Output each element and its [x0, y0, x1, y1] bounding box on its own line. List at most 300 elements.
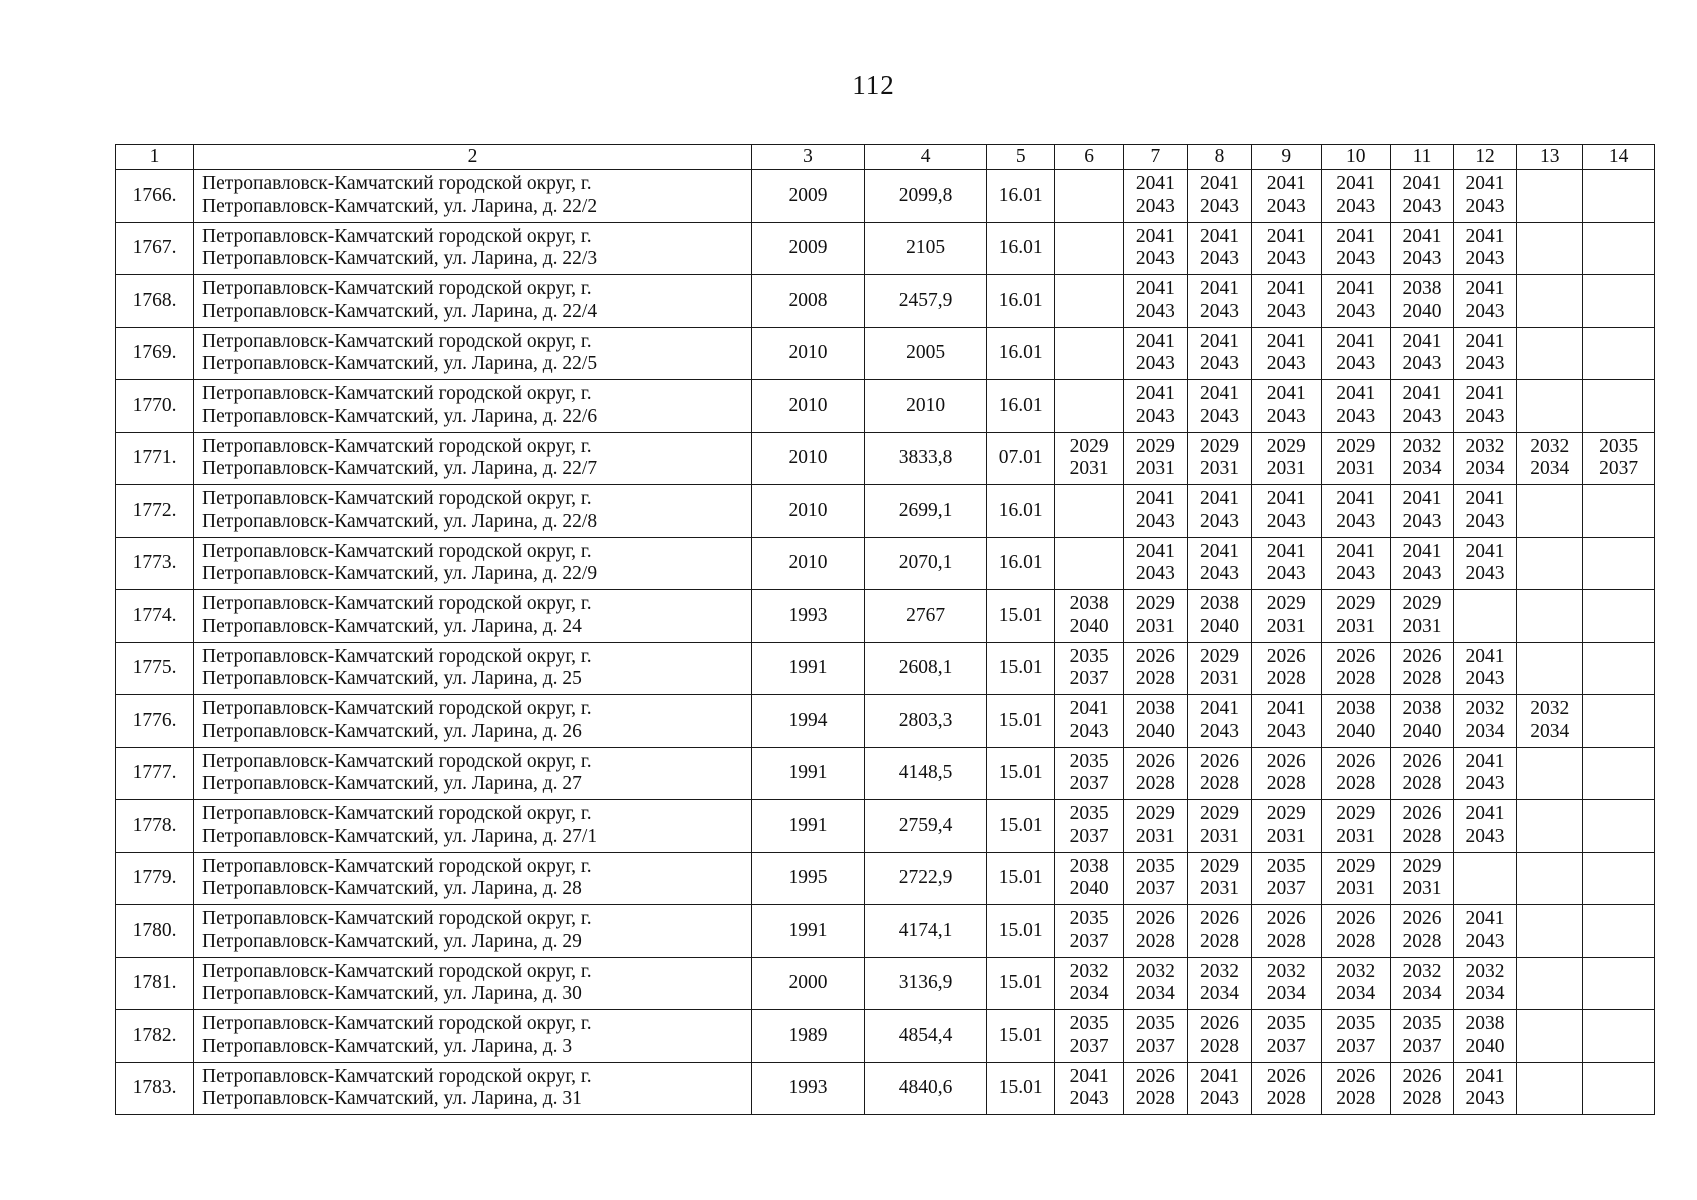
- period-year: 2026: [1402, 1065, 1442, 1087]
- column-header: 7: [1123, 145, 1187, 170]
- period-year: 2037: [1135, 878, 1175, 900]
- year-built-cell: 2010: [751, 380, 864, 433]
- period-year: 2041: [1336, 383, 1376, 405]
- period-year: 2043: [1402, 353, 1442, 375]
- period-cell: [1583, 695, 1655, 748]
- period-year: 2028: [1266, 930, 1306, 952]
- period-year: 2026: [1402, 750, 1442, 772]
- period-year: 2043: [1465, 405, 1505, 427]
- period-cell: [1583, 327, 1655, 380]
- address-line: Петропавловск-Камчатский, ул. Ларина, д. 22/9: [202, 563, 598, 585]
- period-cell: [1517, 327, 1583, 380]
- period-year: 2029: [1199, 855, 1239, 877]
- table-row: [116, 1010, 1655, 1063]
- period-year: 2035: [1402, 1013, 1442, 1035]
- row-number: 1773.: [116, 537, 194, 590]
- address-cell: [194, 852, 752, 905]
- period-year: 2026: [1199, 750, 1239, 772]
- period-year: 2035: [1069, 1013, 1109, 1035]
- period-year: 2029: [1199, 645, 1239, 667]
- period-cell: [1321, 852, 1390, 905]
- period-cell: [1055, 800, 1123, 853]
- period-cell: [1517, 905, 1583, 958]
- period-year: 2038: [1135, 698, 1175, 720]
- period-year: 2035: [1069, 645, 1109, 667]
- period-year: 2029: [1336, 593, 1376, 615]
- period-year: 2035: [1599, 435, 1639, 457]
- period-cell: [1187, 695, 1251, 748]
- period-year: 2029: [1199, 803, 1239, 825]
- period-year: 2043: [1135, 353, 1175, 375]
- period-year: 2041: [1266, 488, 1306, 510]
- period-year: 2029: [1402, 593, 1442, 615]
- period-cell: [1517, 800, 1583, 853]
- row-number: 1778.: [116, 800, 194, 853]
- period-cell: [1321, 905, 1390, 958]
- period-cell: [1123, 275, 1187, 328]
- period-cell: [1187, 590, 1251, 643]
- period-year: 2041: [1402, 488, 1442, 510]
- period-year: 2041: [1465, 383, 1505, 405]
- area-cell: 2699,1: [865, 485, 987, 538]
- period-year: 2041: [1336, 330, 1376, 352]
- table-row: [116, 852, 1655, 905]
- code-cell: 15.01: [987, 800, 1055, 853]
- period-cell: [1123, 432, 1187, 485]
- period-year: 2029: [1336, 855, 1376, 877]
- area-cell: 2803,3: [865, 695, 987, 748]
- period-cell: [1321, 1010, 1390, 1063]
- period-year: 2034: [1465, 720, 1505, 742]
- period-year: 2043: [1336, 405, 1376, 427]
- period-year: 2040: [1402, 720, 1442, 742]
- period-year: 2041: [1336, 173, 1376, 195]
- period-year: 2041: [1266, 383, 1306, 405]
- period-cell: [1390, 485, 1453, 538]
- period-year: 2041: [1465, 225, 1505, 247]
- period-year: 2038: [1402, 698, 1442, 720]
- period-cell: [1583, 852, 1655, 905]
- period-cell: [1583, 642, 1655, 695]
- period-cell: [1517, 432, 1583, 485]
- period-year: 2026: [1402, 908, 1442, 930]
- period-cell: [1454, 170, 1517, 223]
- period-year: 2041: [1199, 173, 1239, 195]
- period-year: 2043: [1266, 248, 1306, 270]
- period-year: 2037: [1266, 878, 1306, 900]
- period-year: 2041: [1199, 488, 1239, 510]
- period-year: 2041: [1465, 803, 1505, 825]
- address-cell: [194, 800, 752, 853]
- period-cell: [1123, 747, 1187, 800]
- period-year: 2043: [1266, 300, 1306, 322]
- period-year: 2043: [1336, 510, 1376, 532]
- period-cell: [1321, 222, 1390, 275]
- period-year: 2031: [1402, 878, 1442, 900]
- address-cell: [194, 1062, 752, 1115]
- period-year: 2034: [1199, 983, 1239, 1005]
- row-number: 1783.: [116, 1062, 194, 1115]
- period-year: 2043: [1199, 300, 1239, 322]
- period-year: 2041: [1402, 540, 1442, 562]
- period-cell: [1390, 852, 1453, 905]
- period-year: 2029: [1069, 435, 1109, 457]
- address-line: Петропавловск-Камчатский городской округ, г.: [202, 330, 592, 352]
- period-cell: [1517, 380, 1583, 433]
- period-cell: [1123, 170, 1187, 223]
- period-year: 2031: [1336, 458, 1376, 480]
- period-year: 2040: [1336, 720, 1376, 742]
- period-year: 2034: [1336, 983, 1376, 1005]
- row-number: 1774.: [116, 590, 194, 643]
- period-year: 2032: [1199, 960, 1239, 982]
- period-year: 2041: [1199, 330, 1239, 352]
- period-year: 2043: [1465, 930, 1505, 952]
- period-year: 2035: [1266, 1013, 1306, 1035]
- row-number: 1780.: [116, 905, 194, 958]
- period-cell: [1454, 380, 1517, 433]
- area-cell: 2767: [865, 590, 987, 643]
- period-year: 2041: [1135, 540, 1175, 562]
- period-year: 2043: [1266, 353, 1306, 375]
- column-header: 11: [1390, 145, 1453, 170]
- period-year: 2041: [1266, 698, 1306, 720]
- address-cell: [194, 695, 752, 748]
- period-year: 2026: [1266, 908, 1306, 930]
- period-year: 2032: [1465, 698, 1505, 720]
- address-line: Петропавловск-Камчатский городской округ, г.: [202, 908, 592, 930]
- period-year: 2032: [1266, 960, 1306, 982]
- period-cell: [1123, 642, 1187, 695]
- year-built-cell: 2008: [751, 275, 864, 328]
- period-year: 2037: [1069, 1035, 1109, 1057]
- period-cell: [1055, 432, 1123, 485]
- period-year: 2032: [1069, 960, 1109, 982]
- period-cell: [1252, 957, 1321, 1010]
- period-year: 2041: [1266, 330, 1306, 352]
- period-year: 2031: [1199, 458, 1239, 480]
- period-year: 2043: [1465, 195, 1505, 217]
- period-cell: [1583, 432, 1655, 485]
- address-line: Петропавловск-Камчатский городской округ, г.: [202, 278, 592, 300]
- period-year: 2035: [1336, 1013, 1376, 1035]
- period-cell: [1454, 642, 1517, 695]
- period-year: 2043: [1336, 353, 1376, 375]
- column-header: 1: [116, 145, 194, 170]
- period-year: 2043: [1199, 248, 1239, 270]
- period-year: 2043: [1199, 563, 1239, 585]
- period-year: 2037: [1069, 930, 1109, 952]
- code-cell: 15.01: [987, 905, 1055, 958]
- period-year: 2041: [1465, 330, 1505, 352]
- period-cell: [1123, 537, 1187, 590]
- period-cell: [1187, 222, 1251, 275]
- period-cell: [1252, 905, 1321, 958]
- period-cell: [1390, 275, 1453, 328]
- period-cell: [1252, 275, 1321, 328]
- period-cell: [1123, 852, 1187, 905]
- address-cell: [194, 1010, 752, 1063]
- period-cell: [1390, 800, 1453, 853]
- column-header: 13: [1517, 145, 1583, 170]
- period-year: 2026: [1402, 803, 1442, 825]
- period-year: 2041: [1199, 698, 1239, 720]
- period-cell: [1055, 327, 1123, 380]
- period-year: 2037: [1336, 1035, 1376, 1057]
- period-cell: [1123, 590, 1187, 643]
- period-cell: [1055, 1010, 1123, 1063]
- period-cell: [1454, 747, 1517, 800]
- period-cell: [1454, 485, 1517, 538]
- period-cell: [1055, 695, 1123, 748]
- period-year: 2043: [1199, 353, 1239, 375]
- period-cell: [1454, 432, 1517, 485]
- period-year: 2032: [1530, 698, 1570, 720]
- year-built-cell: 2009: [751, 170, 864, 223]
- period-year: 2038: [1069, 855, 1109, 877]
- period-year: 2037: [1069, 668, 1109, 690]
- period-year: 2043: [1465, 668, 1505, 690]
- address-line: Петропавловск-Камчатский, ул. Ларина, д. 29: [202, 930, 582, 952]
- period-cell: [1517, 170, 1583, 223]
- period-year: 2043: [1135, 563, 1175, 585]
- period-year: 2037: [1135, 1035, 1175, 1057]
- table-row: [116, 905, 1655, 958]
- period-cell: [1252, 432, 1321, 485]
- period-cell: [1252, 222, 1321, 275]
- period-year: 2041: [1402, 173, 1442, 195]
- period-year: 2043: [1135, 510, 1175, 532]
- period-year: 2026: [1199, 908, 1239, 930]
- period-year: 2043: [1465, 563, 1505, 585]
- period-cell: [1123, 1062, 1187, 1115]
- period-cell: [1390, 380, 1453, 433]
- period-year: 2041: [1135, 225, 1175, 247]
- period-year: 2029: [1266, 593, 1306, 615]
- period-year: 2028: [1266, 1088, 1306, 1110]
- period-year: 2029: [1402, 855, 1442, 877]
- period-cell: [1321, 537, 1390, 590]
- period-year: 2034: [1266, 983, 1306, 1005]
- period-cell: [1055, 222, 1123, 275]
- year-built-cell: 2010: [751, 485, 864, 538]
- period-cell: [1187, 275, 1251, 328]
- code-cell: 15.01: [987, 695, 1055, 748]
- period-cell: [1321, 485, 1390, 538]
- address-cell: [194, 380, 752, 433]
- period-cell: [1517, 222, 1583, 275]
- period-cell: [1123, 957, 1187, 1010]
- period-cell: [1123, 1010, 1187, 1063]
- period-year: 2043: [1336, 248, 1376, 270]
- address-line: Петропавловск-Камчатский городской округ, г.: [202, 750, 592, 772]
- period-year: 2028: [1336, 668, 1376, 690]
- period-year: 2029: [1336, 803, 1376, 825]
- period-year: 2043: [1465, 510, 1505, 532]
- period-year: 2041: [1336, 488, 1376, 510]
- period-year: 2043: [1199, 405, 1239, 427]
- period-year: 2032: [1402, 435, 1442, 457]
- period-cell: [1517, 957, 1583, 1010]
- row-number: 1779.: [116, 852, 194, 905]
- table-row: [116, 747, 1655, 800]
- period-cell: [1454, 852, 1517, 905]
- address-line: Петропавловск-Камчатский городской округ, г.: [202, 1065, 592, 1087]
- period-year: 2043: [1336, 563, 1376, 585]
- period-year: 2028: [1199, 773, 1239, 795]
- table-row: [116, 537, 1655, 590]
- period-year: 2041: [1465, 1065, 1505, 1087]
- period-cell: [1390, 957, 1453, 1010]
- period-cell: [1252, 1062, 1321, 1115]
- code-cell: 16.01: [987, 222, 1055, 275]
- period-cell: [1321, 957, 1390, 1010]
- period-year: 2031: [1199, 878, 1239, 900]
- period-cell: [1583, 1010, 1655, 1063]
- period-year: 2043: [1199, 510, 1239, 532]
- period-year: 2029: [1266, 435, 1306, 457]
- period-cell: [1055, 380, 1123, 433]
- address-cell: [194, 747, 752, 800]
- code-cell: 15.01: [987, 747, 1055, 800]
- code-cell: 15.01: [987, 852, 1055, 905]
- period-cell: [1055, 537, 1123, 590]
- address-cell: [194, 170, 752, 223]
- period-cell: [1583, 170, 1655, 223]
- period-year: 2032: [1465, 960, 1505, 982]
- period-year: 2040: [1199, 615, 1239, 637]
- code-cell: 07.01: [987, 432, 1055, 485]
- period-year: 2043: [1199, 720, 1239, 742]
- period-year: 2028: [1336, 1088, 1376, 1110]
- area-cell: 2105: [865, 222, 987, 275]
- period-cell: [1517, 275, 1583, 328]
- period-cell: [1252, 800, 1321, 853]
- year-built-cell: 1995: [751, 852, 864, 905]
- period-year: 2041: [1135, 173, 1175, 195]
- code-cell: 16.01: [987, 380, 1055, 433]
- period-cell: [1321, 747, 1390, 800]
- period-year: 2034: [1069, 983, 1109, 1005]
- address-line: Петропавловск-Камчатский, ул. Ларина, д. 22/4: [202, 300, 598, 322]
- period-cell: [1055, 485, 1123, 538]
- period-cell: [1252, 695, 1321, 748]
- address-cell: [194, 957, 752, 1010]
- period-year: 2035: [1069, 908, 1109, 930]
- period-year: 2037: [1266, 1035, 1306, 1057]
- column-header: 14: [1583, 145, 1655, 170]
- column-header: 5: [987, 145, 1055, 170]
- period-cell: [1187, 1010, 1251, 1063]
- year-built-cell: 2010: [751, 537, 864, 590]
- table-row: [116, 642, 1655, 695]
- period-cell: [1187, 957, 1251, 1010]
- period-cell: [1123, 485, 1187, 538]
- year-built-cell: 1991: [751, 905, 864, 958]
- period-cell: [1321, 432, 1390, 485]
- column-header: 10: [1321, 145, 1390, 170]
- period-cell: [1517, 695, 1583, 748]
- period-cell: [1517, 485, 1583, 538]
- period-year: 2041: [1199, 1065, 1239, 1087]
- row-number: 1768.: [116, 275, 194, 328]
- period-cell: [1252, 642, 1321, 695]
- period-cell: [1187, 380, 1251, 433]
- code-cell: 16.01: [987, 485, 1055, 538]
- code-cell: 16.01: [987, 275, 1055, 328]
- address-line: Петропавловск-Камчатский, ул. Ларина, д. 24: [202, 615, 582, 637]
- period-cell: [1583, 905, 1655, 958]
- period-year: 2038: [1069, 593, 1109, 615]
- period-year: 2043: [1135, 300, 1175, 322]
- period-year: 2041: [1135, 330, 1175, 352]
- period-cell: [1321, 275, 1390, 328]
- period-year: 2043: [1266, 510, 1306, 532]
- year-built-cell: 1991: [751, 800, 864, 853]
- period-year: 2028: [1199, 1035, 1239, 1057]
- year-built-cell: 1993: [751, 1062, 864, 1115]
- period-cell: [1390, 1062, 1453, 1115]
- period-cell: [1321, 380, 1390, 433]
- period-cell: [1583, 537, 1655, 590]
- period-year: 2028: [1336, 930, 1376, 952]
- period-year: 2035: [1069, 803, 1109, 825]
- period-year: 2028: [1402, 930, 1442, 952]
- period-year: 2026: [1135, 908, 1175, 930]
- address-line: Петропавловск-Камчатский городской округ, г.: [202, 435, 592, 457]
- period-cell: [1055, 275, 1123, 328]
- address-line: Петропавловск-Камчатский, ул. Ларина, д. 28: [202, 878, 582, 900]
- row-number: 1782.: [116, 1010, 194, 1063]
- table-row: [116, 222, 1655, 275]
- period-cell: [1454, 1010, 1517, 1063]
- period-year: 2031: [1135, 458, 1175, 480]
- period-year: 2032: [1336, 960, 1376, 982]
- period-cell: [1390, 747, 1453, 800]
- area-cell: 3136,9: [865, 957, 987, 1010]
- period-year: 2029: [1135, 593, 1175, 615]
- period-cell: [1583, 1062, 1655, 1115]
- period-year: 2034: [1530, 720, 1570, 742]
- period-year: 2028: [1402, 1088, 1442, 1110]
- table-row: [116, 695, 1655, 748]
- period-year: 2043: [1135, 248, 1175, 270]
- period-cell: [1187, 800, 1251, 853]
- address-cell: [194, 222, 752, 275]
- address-line: Петропавловск-Камчатский городской округ, г.: [202, 645, 592, 667]
- address-line: Петропавловск-Камчатский городской округ, г.: [202, 855, 592, 877]
- period-year: 2041: [1266, 278, 1306, 300]
- period-cell: [1252, 380, 1321, 433]
- address-line: Петропавловск-Камчатский городской округ, г.: [202, 383, 592, 405]
- period-cell: [1055, 642, 1123, 695]
- address-line: Петропавловск-Камчатский городской округ, г.: [202, 593, 592, 615]
- period-cell: [1583, 485, 1655, 538]
- period-cell: [1390, 170, 1453, 223]
- period-cell: [1454, 695, 1517, 748]
- code-cell: 15.01: [987, 590, 1055, 643]
- period-year: 2041: [1465, 488, 1505, 510]
- period-year: 2041: [1402, 383, 1442, 405]
- period-year: 2041: [1465, 540, 1505, 562]
- period-year: 2043: [1069, 720, 1109, 742]
- period-cell: [1390, 642, 1453, 695]
- area-cell: 3833,8: [865, 432, 987, 485]
- header-row: [116, 145, 1655, 170]
- period-cell: [1583, 275, 1655, 328]
- period-year: 2031: [1336, 878, 1376, 900]
- address-cell: [194, 432, 752, 485]
